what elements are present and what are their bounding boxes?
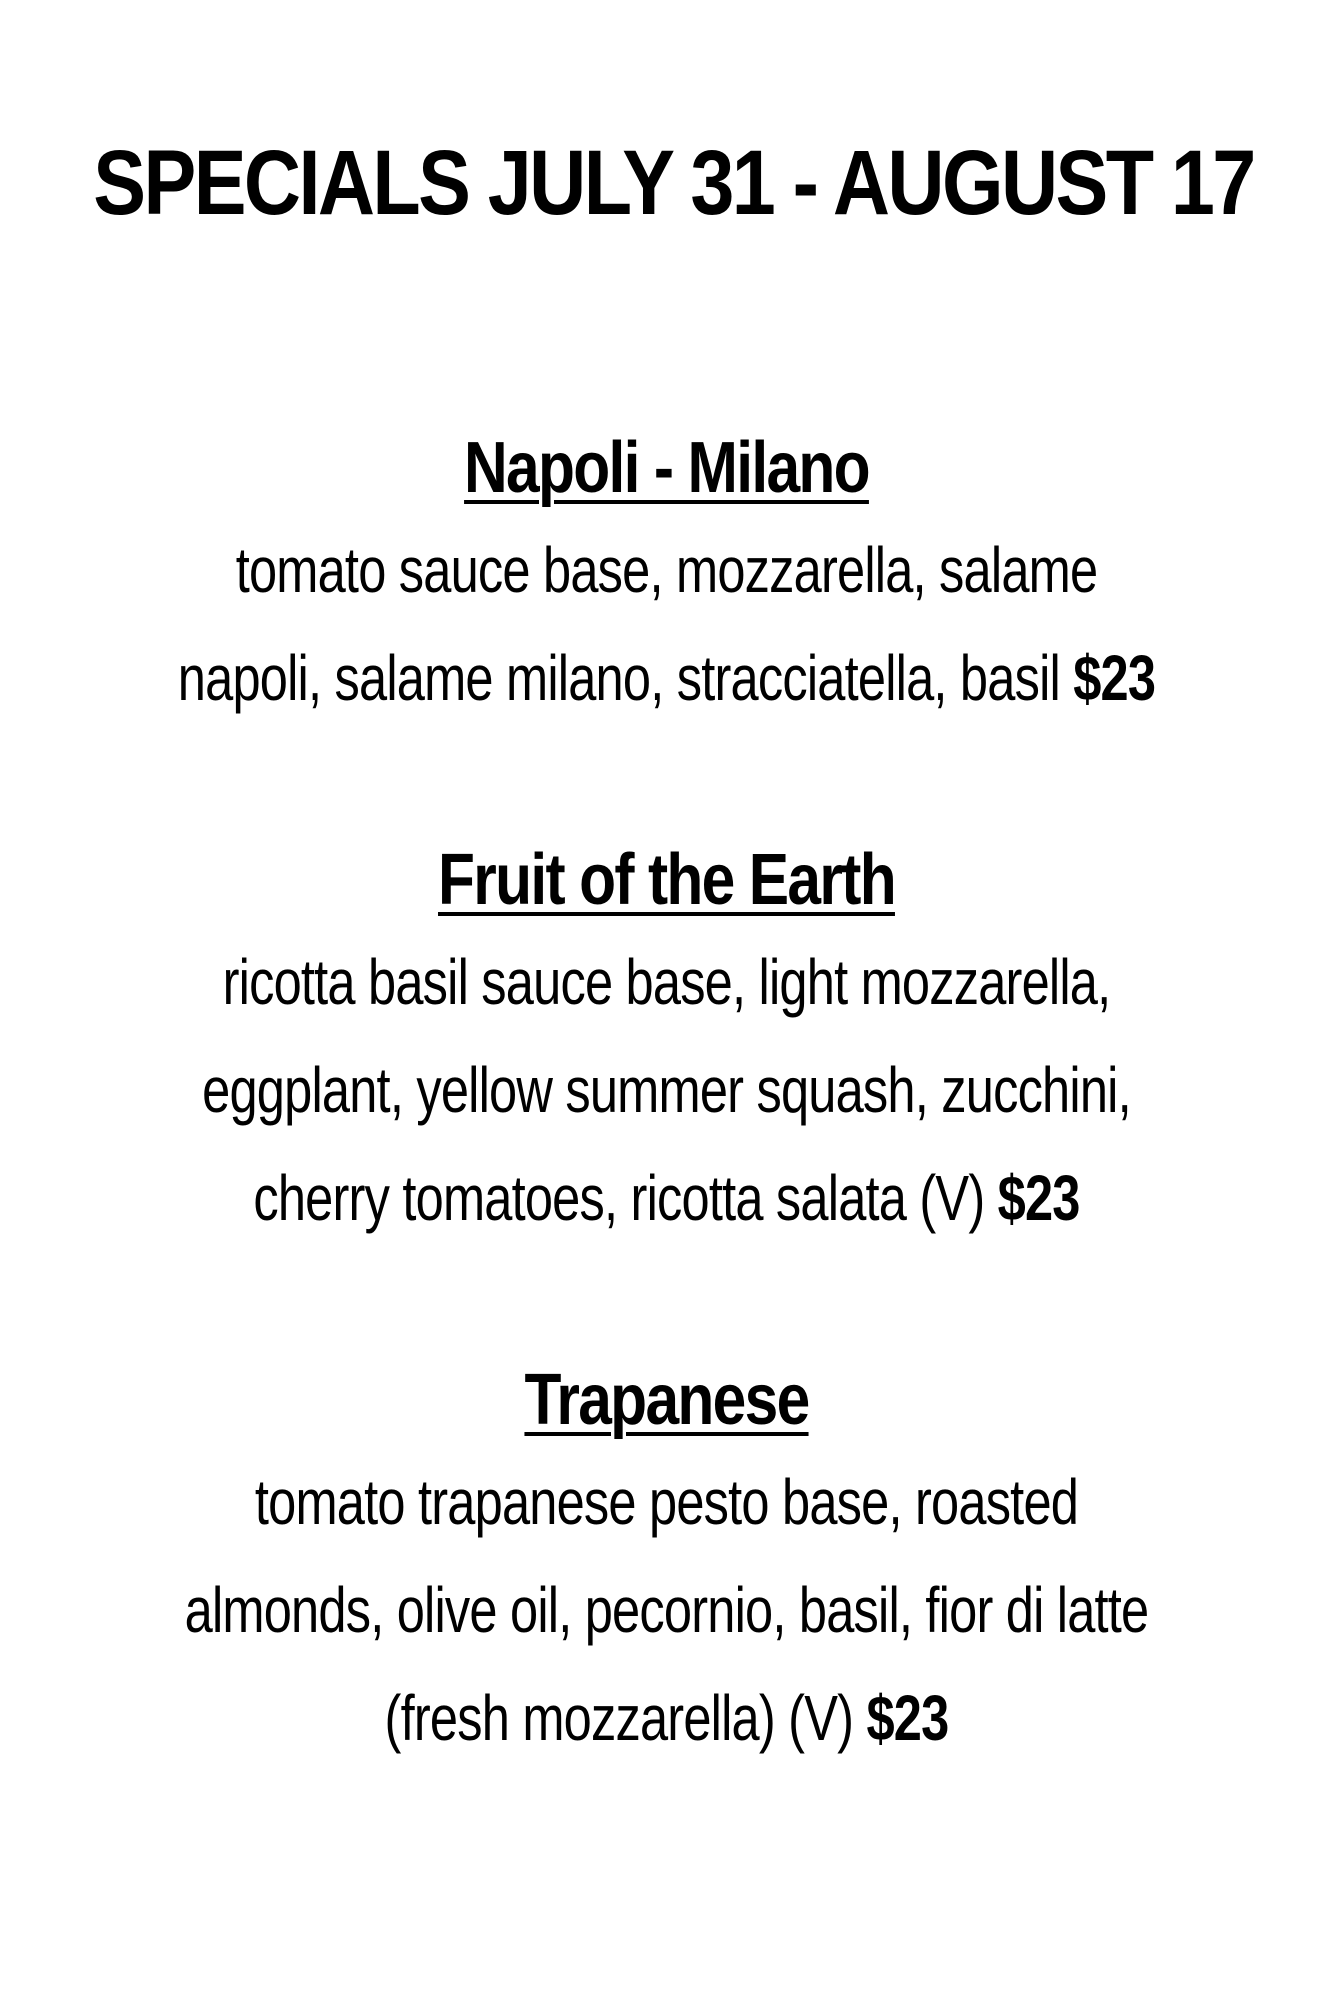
description-line-text: cherry tomatoes, ricotta salata (V) bbox=[253, 1162, 985, 1234]
description-line-with-price bbox=[140, 624, 1193, 732]
description-line: almonds, olive oil, pecornio, basil, fior di latte bbox=[184, 1574, 1149, 1646]
description-line-with-price bbox=[140, 1144, 1193, 1252]
special-item-fruit-of-the-earth bbox=[0, 832, 1333, 1252]
description-line: tomato sauce base, mozzarella, salame bbox=[235, 534, 1098, 606]
special-name: Trapanese bbox=[524, 1360, 809, 1440]
description-line: ricotta basil sauce base, light mozzarella, bbox=[222, 946, 1111, 1018]
special-item-trapanese bbox=[0, 1352, 1333, 1772]
specials-list bbox=[0, 420, 1333, 1772]
special-name: Napoli - Milano bbox=[464, 428, 869, 508]
description-line: tomato trapanese pesto base, roasted bbox=[254, 1466, 1079, 1538]
description-line: eggplant, yellow summer squash, zucchini, bbox=[202, 1054, 1131, 1126]
special-item-napoli-milano bbox=[0, 420, 1333, 732]
special-description bbox=[140, 928, 1193, 1252]
description-line-text: napoli, salame milano, stracciatella, basil bbox=[177, 642, 1060, 714]
menu-title: SPECIALS JULY 31 - AUGUST 17 bbox=[93, 132, 1254, 234]
description-line-with-price bbox=[140, 1664, 1193, 1772]
special-price: $23 bbox=[866, 1682, 949, 1754]
special-price: $23 bbox=[1073, 642, 1156, 714]
special-name: Fruit of the Earth bbox=[438, 840, 895, 920]
special-price: $23 bbox=[997, 1162, 1080, 1234]
description-line-text: (fresh mozzarella) (V) bbox=[384, 1682, 854, 1754]
special-description bbox=[140, 1448, 1193, 1772]
special-description bbox=[140, 516, 1193, 732]
